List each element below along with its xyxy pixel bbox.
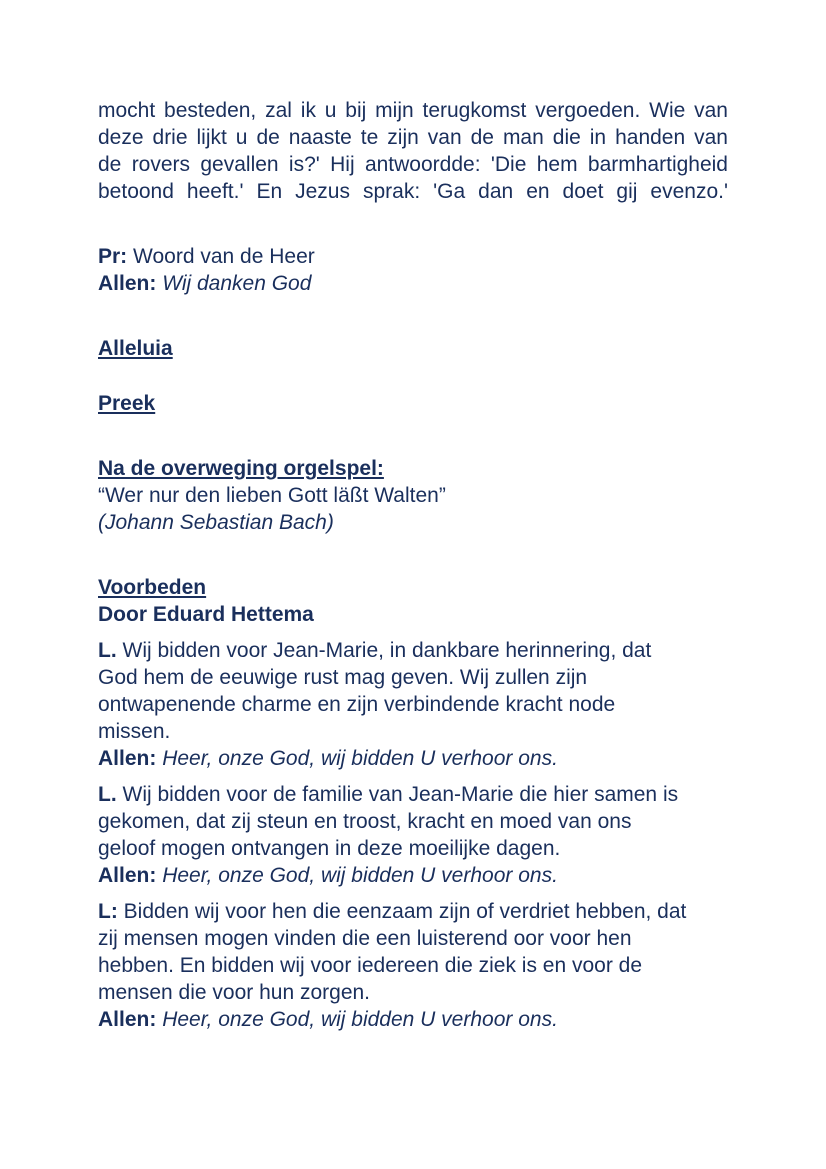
intercession-item — [98, 637, 728, 772]
priest-text: Woord van de Heer — [133, 245, 315, 268]
gospel-line: mocht besteden, zal ik u bij mijn terugkomst vergoeden. Wie van — [98, 99, 728, 122]
response-line — [98, 862, 728, 889]
sermon-heading: Preek — [98, 392, 156, 415]
all-text: Wij danken God — [162, 272, 312, 295]
response-label: Allen: — [98, 864, 157, 887]
gospel-line: betoond heeft.' En Jezus sprak: 'Ga dan en doet gij evenzo.' — [98, 180, 728, 203]
intercession-item — [98, 898, 728, 1033]
intercession-label: L: — [98, 900, 118, 923]
all-label: Allen: — [98, 272, 157, 295]
intercession-text: Bidden wij voor hen die eenzaam zijn of verdriet hebben, dat — [123, 900, 687, 923]
intercession-line: God hem de eeuwige rust mag geven. Wij zullen zijn — [98, 666, 588, 689]
gospel-ending — [98, 97, 728, 205]
sermon-section — [98, 390, 728, 417]
intercessions-heading: Voorbeden — [98, 576, 207, 599]
organ-heading: Na de overweging orgelspel: — [98, 457, 384, 480]
intercession-line: hebben. En bidden wij voor iedereen die ziek is en voor de — [98, 954, 643, 977]
intercession-line — [98, 898, 728, 925]
response-label: Allen: — [98, 747, 157, 770]
response-text: Heer, onze God, wij bidden U verhoor ons. — [162, 747, 558, 770]
intercession-line: gekomen, dat zij steun en troost, kracht en moed van ons — [98, 810, 632, 833]
intercession-text: Wij bidden voor de familie van Jean-Marie die hier samen is — [122, 783, 679, 806]
intercession-line: geloof mogen ontvangen in deze moeilijke dagen. — [98, 837, 561, 860]
alleluia-heading: Alleluia — [98, 337, 173, 360]
organ-section — [98, 455, 728, 536]
intercession-label: L. — [98, 639, 117, 662]
intercessions-section — [98, 574, 728, 1033]
intercession-line: ontwapenende charme en zijn verbindende kracht node — [98, 693, 616, 716]
alleluia-section — [98, 335, 728, 362]
intercession-line — [98, 781, 728, 808]
response-line — [98, 1006, 728, 1033]
intercession-item — [98, 781, 728, 889]
response-text: Heer, onze God, wij bidden U verhoor ons. — [162, 864, 558, 887]
intercession-line: mensen die voor hun zorgen. — [98, 981, 371, 1004]
acclamation — [98, 243, 728, 297]
intercession-line — [98, 637, 728, 664]
priest-line — [98, 243, 728, 270]
priest-label: Pr: — [98, 245, 128, 268]
gospel-line: de rovers gevallen is?' Hij antwoordde: 'Die hem barmhartigheid — [98, 153, 728, 176]
response-text: Heer, onze God, wij bidden U verhoor ons. — [162, 1008, 558, 1031]
document-page — [98, 97, 728, 1033]
organ-composer: (Johann Sebastian Bach) — [98, 511, 334, 534]
response-line — [98, 745, 728, 772]
intercession-text: Wij bidden voor Jean-Marie, in dankbare herinnering, dat — [122, 639, 652, 662]
intercession-label: L. — [98, 783, 117, 806]
organ-piece-title: “Wer nur den lieben Gott läßt Walten” — [98, 484, 446, 507]
intercessions-subheading: Door Eduard Hettema — [98, 603, 314, 626]
gospel-line: deze drie lijkt u de naaste te zijn van de man die in handen van — [98, 126, 728, 149]
intercession-line: zij mensen mogen vinden die een luisterend oor voor hen — [98, 927, 632, 950]
response-label: Allen: — [98, 1008, 157, 1031]
all-line — [98, 270, 728, 297]
intercession-line: missen. — [98, 720, 171, 743]
